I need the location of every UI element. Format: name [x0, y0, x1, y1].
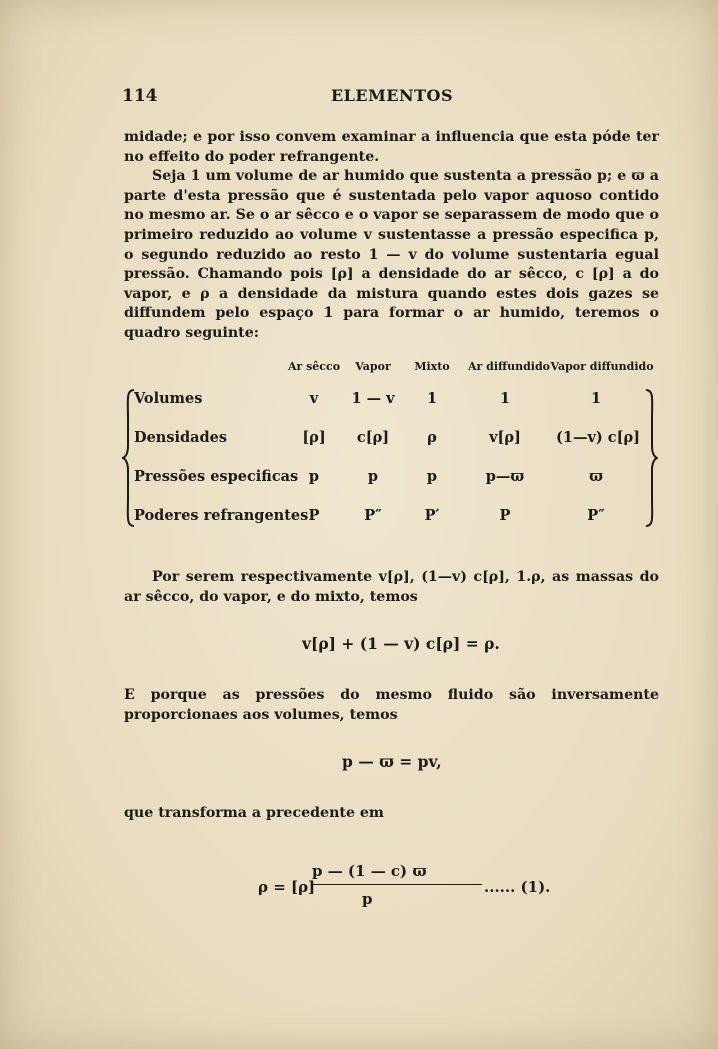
table-cell: 1 — [590, 390, 602, 407]
page-number: 114 — [122, 86, 158, 106]
column-header: Vapor — [355, 360, 391, 373]
table-cell: (1—v) c[ρ] — [556, 429, 640, 446]
table-cell: 1 — [426, 390, 438, 407]
formula-left-side: ρ = [ρ] — [258, 878, 316, 896]
table-cell: [ρ] — [302, 429, 326, 446]
table-cell: v[ρ] — [489, 429, 521, 446]
table-cell: p — [367, 468, 379, 485]
table-cell: P′ — [424, 507, 440, 524]
table-cell: ϖ — [589, 468, 603, 485]
text-block-mass — [124, 568, 659, 607]
column-header: Vapor diffundido — [550, 360, 654, 373]
text-block-pressure — [124, 686, 659, 725]
properties-table — [122, 360, 662, 540]
table-cell: P — [308, 507, 320, 524]
column-header: Ar sêcco — [287, 360, 341, 373]
table-cell: 1 — v — [351, 390, 395, 407]
table-cell: P″ — [364, 507, 382, 524]
running-title: ELEMENTOS — [330, 86, 454, 105]
table-cell: p—ϖ — [485, 468, 525, 485]
row-label-volumes: Volumes — [134, 390, 203, 407]
row-label-refractive-powers: Poderes refrangentes — [134, 507, 309, 524]
table-cell: P — [499, 507, 511, 524]
formula-numerator: p — (1 — c) ϖ — [312, 862, 427, 880]
column-header: Mixto — [414, 360, 450, 373]
row-label-pressures: Pressões especificas — [134, 468, 299, 485]
formula-equation-number: ...... (1). — [484, 878, 551, 896]
right-brace — [644, 388, 658, 528]
text-block-transform — [124, 804, 659, 824]
equation-mass-balance: v[ρ] + (1 — v) c[ρ] = ρ. — [302, 634, 500, 653]
equation-pressure-volume: p — ϖ = pv, — [342, 752, 442, 771]
fraction-bar — [312, 884, 482, 885]
table-cell: p — [426, 468, 438, 485]
page-header — [122, 86, 662, 110]
paragraph-transform: que transforma a precedente em — [124, 805, 384, 821]
paragraph-definitions: Seja 1 um volume de ar humido que sustenta a pressão p; e ϖ a parte d'esta pressão que é sustentada pelo vapor aquoso contido no mesmo ar. Se o ar sêcco e o vapor se separassem de modo que o primeiro reduzido ao volume v sustentasse a pressão especifica p, o segundo reduzido ao resto 1 — v do volume sustentaria egual pressão. Chamando pois [ρ] a densidade do ar sêcco, c [ρ] a do vapor, e ρ a densidade da mistura quando estes dois gazes se diffundem pelo espaço 1 para formar o ar humido, teremos o quadro seguinte: — [124, 168, 659, 341]
paragraph-pressures: E porque as pressões do mesmo fluido são inversamente proporcionaes aos volumes, temos — [124, 687, 659, 723]
table-cell: v — [309, 390, 319, 407]
formula-denominator: p — [362, 890, 373, 908]
table-cell: p — [308, 468, 320, 485]
paragraph-continuation: midade; e por isso convem examinar a influencia que esta póde ter no effeito do poder refrangente. — [124, 129, 659, 165]
table-cell: P″ — [587, 507, 605, 524]
table-cell: ρ — [427, 429, 437, 446]
text-block-top — [124, 128, 659, 344]
row-label-densities: Densidades — [134, 429, 228, 446]
table-cell: c[ρ] — [356, 429, 390, 446]
column-header: Ar diffundido — [468, 360, 550, 373]
paragraph-masses: Por serem respectivamente v[ρ], (1—v) c[ρ], 1.ρ, as massas do ar sêcco, do vapor, e do mixto, temos — [124, 569, 659, 605]
table-cell: 1 — [499, 390, 511, 407]
